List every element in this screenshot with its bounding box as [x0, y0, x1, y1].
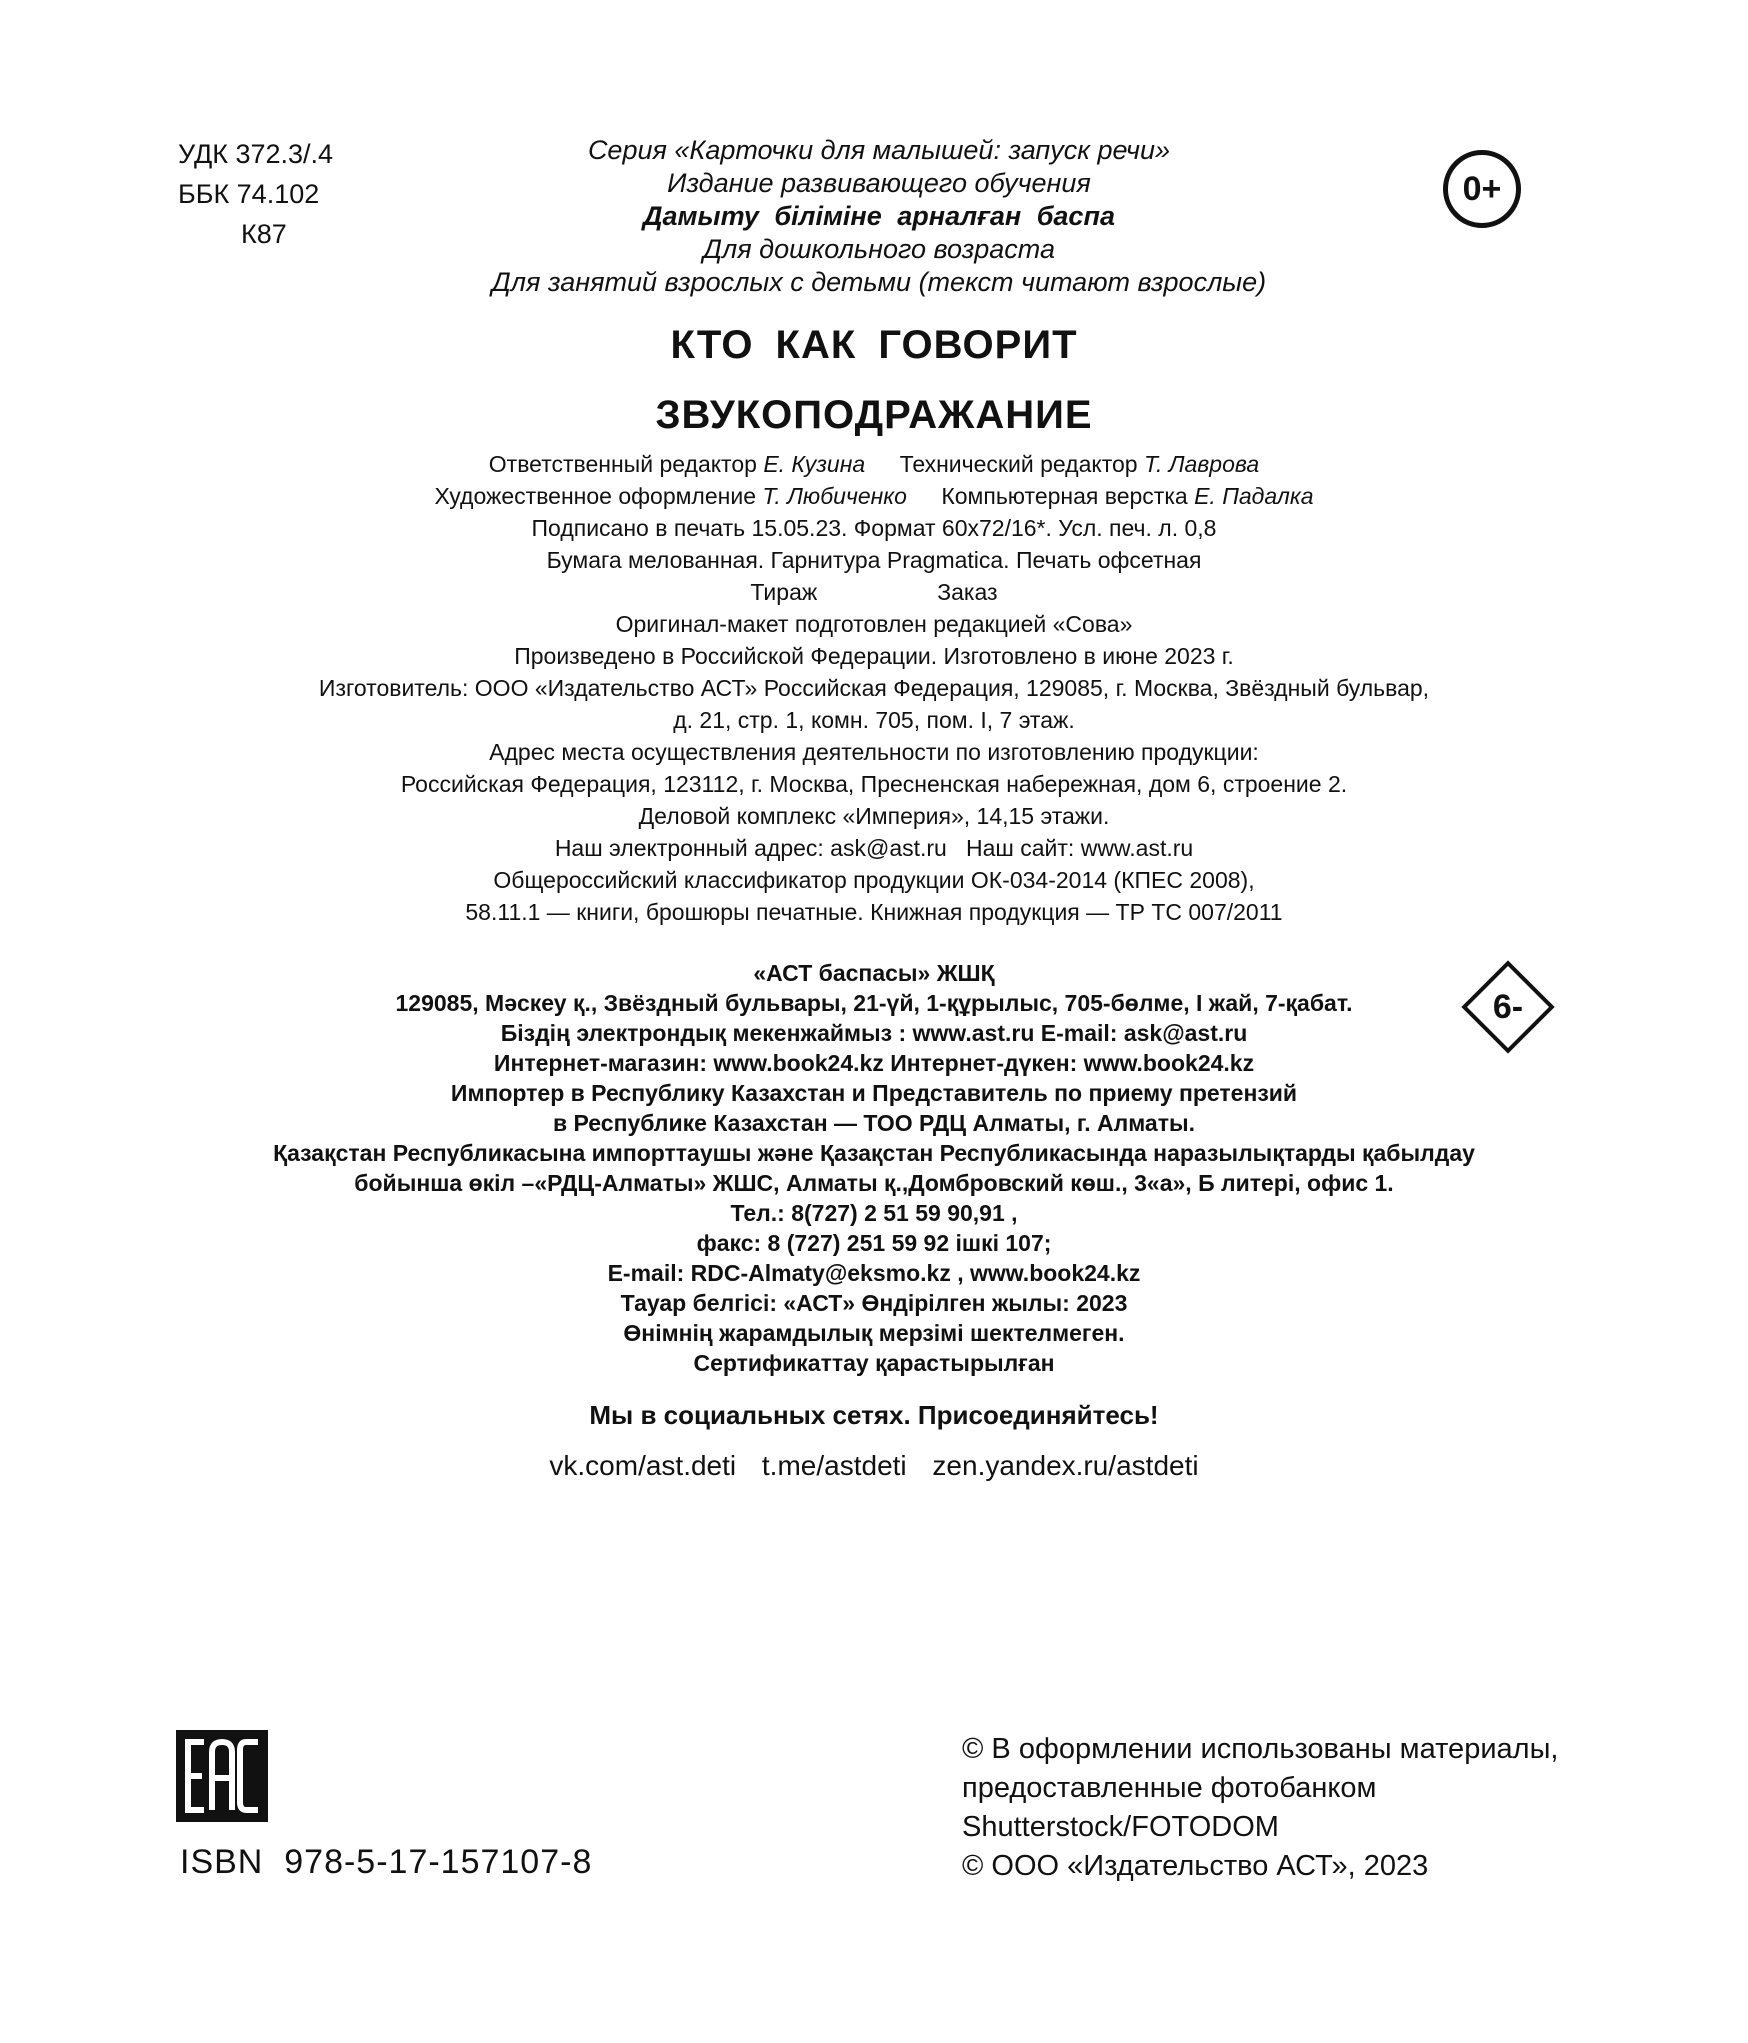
resp-editor-name: Е. Кузина: [763, 451, 866, 477]
isbn: ISBN 978-5-17-157107-8: [180, 1843, 593, 1881]
kaz-line: Интернет-магазин: www.book24.kz Интернет-дүкен: www.book24.kz: [493, 1050, 1255, 1076]
credits-block: [0, 448, 1748, 928]
copyright-line: Shutterstock/FOTODOM: [962, 1811, 1279, 1843]
copyright-line: предоставленные фотобанком: [962, 1772, 1377, 1804]
maker-line: Изготовитель: ООО «Издательство АСТ» Российская Федерация, 129085, г. Москва, Звёздный бульвар,: [318, 675, 1430, 701]
design-line: [0, 480, 1748, 512]
order-label: Заказ: [937, 579, 998, 605]
series-line: Для дошкольного возраста: [702, 234, 1055, 264]
age-rating-badge: 0+: [1443, 150, 1521, 228]
bbk-code: ББК 74.102: [178, 179, 320, 209]
kaz-line: бойынша өкіл –«РДЦ-Алматы» ЖШС, Алматы қ.,Домбровский көш., 3«а», Б литері, офис 1.: [354, 1170, 1394, 1196]
contacts-line: Наш электронный адрес: ask@ast.ru Наш сайт: www.ast.ru: [554, 835, 1194, 861]
copyright-line: © В оформлении использованы материалы,: [962, 1733, 1559, 1765]
eac-logo-icon: [176, 1730, 268, 1822]
series-line: Издание развивающего обучения: [667, 168, 1091, 198]
series-line-kz: Дамыту біліміне арналған баспа: [643, 201, 1115, 231]
kaz-line: Өнімнің жарамдылық мерзімі шектелмеген.: [623, 1320, 1125, 1346]
okp-line: Общероссийский классификатор продукции ОК-034-2014 (КПЕС 2008),: [493, 867, 1255, 893]
copyright-block: [962, 1730, 1558, 1886]
kaz-line: Тел.: 8(727) 2 51 59 90,91 ,: [730, 1200, 1018, 1226]
social-heading: Мы в социальных сетях. Присоединяйтесь!: [589, 1400, 1159, 1430]
address-line: Российская Федерация, 123112, г. Москва, Пресненская набережная, дом 6, строение 2.: [400, 771, 1348, 797]
title-line: КТО КАК ГОВОРИТ: [670, 323, 1078, 367]
kaz-line: «АСТ баспасы» ЖШҚ: [753, 960, 995, 986]
kaz-line: Біздің электрондық мекенжаймыз : www.ast.ru E-mail: ask@ast.ru: [500, 1020, 1248, 1046]
original-line: Оригинал-макет подготовлен редакцией «Сова»: [615, 611, 1133, 637]
kaz-line: Қазақстан Республикасына импорттаушы және Қазақстан Республикасында наразылықтарды қабылдау: [273, 1140, 1475, 1166]
series-line: Для занятий взрослых с детьми (текст читают взрослые): [491, 267, 1267, 297]
layout-label: Компьютерная верстка: [941, 483, 1188, 509]
tirage-label: Тираж: [750, 579, 818, 605]
age-rating-kz-badge: [1461, 960, 1555, 1054]
tech-editor-label: Технический редактор: [899, 451, 1138, 477]
kaz-line: факс: 8 (727) 251 59 92 ішкі 107;: [696, 1230, 1052, 1256]
zen-link[interactable]: zen.yandex.ru/astdeti: [932, 1450, 1199, 1481]
series-line: Серия «Карточки для малышей: запуск речи»: [587, 135, 1171, 165]
art-name: Т. Любиченко: [762, 483, 907, 509]
paper-line: Бумага мелованная. Гарнитура Pragmatica. Печать офсетная: [546, 547, 1202, 573]
kaz-line: Сертификаттау қарастырылған: [693, 1350, 1055, 1376]
copyright-line: © ООО «Издательство АСТ», 2023: [962, 1850, 1429, 1882]
age-rating-kz-text: 6-: [1492, 988, 1524, 1026]
author-mark: К87: [241, 219, 287, 249]
vk-link[interactable]: vk.com/ast.deti: [549, 1450, 737, 1481]
eac-mark: [176, 1730, 268, 1822]
kaz-line: Импортер в Республику Казахстан и Представитель по приему претензий: [450, 1080, 1298, 1106]
resp-editor-label: Ответственный редактор: [488, 451, 757, 477]
editors-line: [0, 448, 1748, 480]
kaz-line: 129085, Мәскеу қ., Звёздный бульвары, 21-үй, 1-құрылыс, 705-бөлме, I жай, 7-қабат.: [395, 990, 1353, 1016]
kaz-line: E-mail: RDC-Almaty@eksmo.kz , www.book24.kz: [607, 1260, 1141, 1286]
tirage-order-line: [0, 576, 1748, 608]
address-line: Деловой комплекс «Империя», 14,15 этажи.: [638, 803, 1110, 829]
tech-editor-name: Т. Лаврова: [1143, 451, 1260, 477]
produced-line: Произведено в Российской Федерации. Изготовлено в июне 2023 г.: [514, 643, 1234, 669]
art-label: Художественное оформление: [434, 483, 756, 509]
layout-name: Е. Падалка: [1194, 483, 1314, 509]
social-links: [0, 1450, 1748, 1482]
title-line: ЗВУКОПОДРАЖАНИЕ: [655, 393, 1093, 437]
kaz-line: в Республике Казахстан — ТОО РДЦ Алматы, г. Алматы.: [553, 1110, 1195, 1136]
okp-line: 58.11.1 — книги, брошюры печатные. Книжная продукция — ТР ТС 007/2011: [465, 899, 1283, 925]
book-title: [0, 310, 1748, 450]
signed-line: Подписано в печать 15.05.23. Формат 60х72/16*. Усл. печ. л. 0,8: [531, 515, 1217, 541]
kaz-line: Тауар белгісі: «АСТ» Өндірілген жылы: 2023: [620, 1290, 1128, 1316]
address-line: Адрес места осуществления деятельности по изготовлению продукции:: [489, 739, 1259, 765]
maker-line: д. 21, стр. 1, комн. 705, пом. I, 7 этаж.: [673, 707, 1075, 733]
udk-code: УДК 372.3/.4: [178, 139, 334, 169]
telegram-link[interactable]: t.me/astdeti: [761, 1450, 907, 1481]
